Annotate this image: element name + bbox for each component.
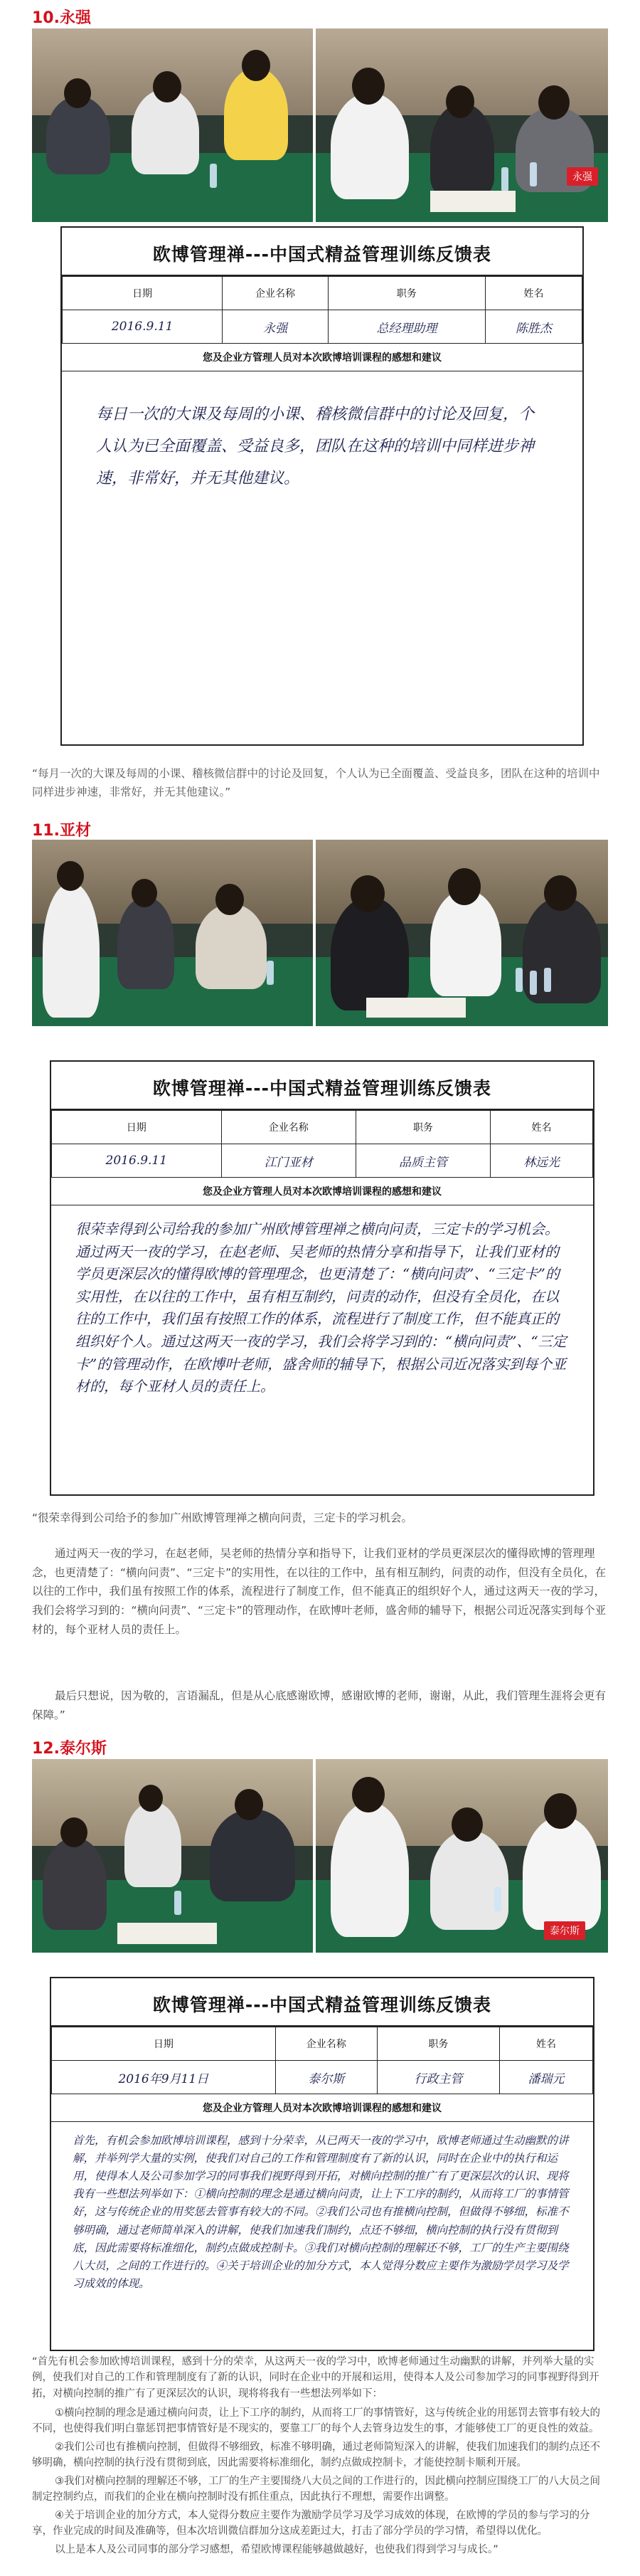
handwritten-feedback: 每日一次的大课及每周的小课、稽核微信群中的讨论及回复，个人认为已全面覆盖、受益良多，团队在这种的培训中同样进步神速，非常好，并无其他建议。 xyxy=(96,406,535,488)
position-value: 品质主管 xyxy=(356,1144,490,1178)
training-photo xyxy=(32,1759,608,1953)
feedback-paragraph: 最后只想说，因为敬的，言语漏乱，但是从心底感谢欧博，感谢欧博的老师，谢谢，从此，我们管理生涯将会更有保障。” xyxy=(32,1689,607,1721)
form-header-table xyxy=(51,2027,593,2094)
handwritten-feedback: 很荣幸得到公司给我的参加广州欧博管理禅之横向问责，三定卡的学习机会。通过两天一夜的学习，在赵老师、吴老师的热情分享和指导下，让我们亚材的学员更深层次的懂得欧博的管理理念，也更清楚了：“横向问责”、“三定卡”的实用性，在以往的工作中，虽有相互制约，问责的动作，但没有全员化，在以往的工作中，我们虽有按照工作的体系，流程进行了制度工作，但不能真正的组织好个人。通过这两天一夜的学习，我们会将学习到的：“横向问责”、“三定卡”的管理动作，在欧博叶老师，盛舍师的辅导下，根据公司近况落实到每个亚材的，每个亚材人员的责任上。 xyxy=(75,1220,567,1395)
form-subtitle: 您及企业方管理人员对本次欧博培训课程的感想和建议 xyxy=(51,1178,593,1205)
name-value: 潘瑞元 xyxy=(499,2061,592,2094)
section-title: 12.泰尔斯 xyxy=(32,1740,107,1758)
name-card: 泰尔斯 xyxy=(544,1921,585,1940)
company-header: 企业名称 xyxy=(221,1111,356,1144)
name-value: 林远光 xyxy=(491,1144,593,1178)
company-value: 江门亚材 xyxy=(221,1144,356,1178)
company-value: 泰尔斯 xyxy=(275,2061,377,2094)
feedback-paragraph: 通过两天一夜的学习，在赵老师，吴老师的热情分享和指导下，让我们亚材的学员更深层次的懂得欧博的管理理念，也更清楚了：“横向问责”、“三定卡”的实用性，在以往的工作中，虽有相互制约，问责的动作，但没有全员化，在以往的工作中，我们虽有按照工作的体系，流程进行了制度工作，但不能真正的组织好个人，通过这两天一夜的学习，我们会将学习到的：“横向问责”、“三定卡”的管理动作，在欧博叶老师，盛舍师的辅导下，根据公司近况落实到每个亚材的，每个亚材人员的责任上。 xyxy=(32,1547,607,1636)
handwritten-feedback: 首先，有机会参加欧博培训课程，感到十分荣幸，从已两天一夜的学习中，欧博老师通过生动幽默的讲解，并举列学大量的实例，使我们对自己的工作和管理制度有了新的认识，同时在企业中的执行和运用，使得本人及公司参加学习的同事我们视野得到开拓，对横向控制的推广有了更深层次的认识、现将我有一些想法列举如下：①横向控制的理念是通过横向问责，让上下工序的制约，从而将工厂的事情管好，这与传统企业的用奖惩去管事有较大的不同。②我们公司也有推横向控制，但做得不够细，标准不够明确，通过老师简单深入的讲解，使我们加速我们制约，点还不够细，横向控制的执行没有贯彻到底，因此需要将标准细化，制约点做成控制卡。③我们对横向控制的理解还不够，工厂的生产主要围绕八大员，之间的工作进行的。④关于培训企业的加分方式，本人觉得分数应主要作为激励学员学习及学习成效的体现。 xyxy=(73,2134,569,2290)
feedback-paragraph: ①横向控制的理念是通过横向问责，让上下工序的制约，从而将工厂的事情管好，这与传统企业的用惩罚去管事有较大的不同，也使得我们明白靠惩罚把事情管好是不现实的，要靠工厂的每个人去管身边发生的事，才能够使工厂的更良性的效益。 xyxy=(32,2407,600,2435)
section-title: 10.永强 xyxy=(32,9,91,27)
date-header: 日期 xyxy=(52,1111,222,1144)
form-title: 欧博管理禅---中国式精益管理训练反馈表 xyxy=(51,1062,593,1110)
form-header-table xyxy=(51,1110,593,1178)
date-header: 日期 xyxy=(52,2027,276,2061)
position-header: 职务 xyxy=(356,1111,490,1144)
feedback-paragraph: “首先有机会参加欧博培训课程，感到十分的荣幸，从这两天一夜的学习中，欧博老师通过生动幽默的讲解，并列举大量的实例，使我们对自己的工作和管理制度有了新的认识，同时在企业中的开展和运用，使得本人及公司参加学习的同事视野得到开拓，对横向控制的推广有了更深层次的认识，现将将我有一些想法列举如下： xyxy=(32,2356,599,2400)
name-header: 姓名 xyxy=(499,2027,592,2061)
name-header: 姓名 xyxy=(491,1111,593,1144)
form-subtitle: 您及企业方管理人员对本次欧博培训课程的感想和建议 xyxy=(62,344,582,371)
feedback-form xyxy=(50,1060,594,1496)
company-header: 企业名称 xyxy=(275,2027,377,2061)
feedback-form xyxy=(60,226,584,746)
feedback-paragraph: ②我们公司也有推横向控制，但做得不够细致，标准不够明确，通过老师简短深入的讲解，使我们加速我们的制约点还不够明确，横向控制的执行没有贯彻到底，因此需要将标准细化，制约点做成控制卡，才能使控制卡顺利开展。 xyxy=(32,2442,600,2469)
feedback-paragraph: ④关于培训企业的加分方式，本人觉得分数应主要作为激励学员学习及学习成效的体现，在欧博的学员的参与学习的分享，作业完成的时间及准确等，但本次培训微信群加分这成差距过大，打击了部分学员的学习情，希望得以优化。 xyxy=(32,2510,590,2538)
training-photo xyxy=(32,28,608,222)
date-header: 日期 xyxy=(63,277,223,310)
name-header: 姓名 xyxy=(486,277,582,310)
position-value: 总经理助理 xyxy=(328,310,485,344)
position-header: 职务 xyxy=(377,2027,499,2061)
date-value: 2016.9.11 xyxy=(63,310,223,344)
position-header: 职务 xyxy=(328,277,485,310)
feedback-paragraph: “很荣幸得到公司给予的参加广州欧博管理禅之横向问责，三定卡的学习机会。 xyxy=(32,1511,413,1524)
section-title: 11.亚材 xyxy=(32,822,91,840)
name-value: 陈胜杰 xyxy=(486,310,582,344)
training-photo xyxy=(32,840,608,1026)
name-card: 永强 xyxy=(567,167,598,186)
feedback-paragraph: ③我们对横向控制的理解还不够，工厂的生产主要围绕八大员之间的工作进行的，因此横向控制应围绕工厂的八大员之间制定控制约点，而我们的企业在横向控制时没有抓住重点，因此执行不理想，需要作出调整。 xyxy=(32,2476,600,2503)
form-subtitle: 您及企业方管理人员对本次欧博培训课程的感想和建议 xyxy=(51,2094,593,2122)
date-value: 2016.9.11 xyxy=(52,1144,222,1178)
feedback-form xyxy=(50,1977,594,2351)
company-value: 永强 xyxy=(223,310,328,344)
position-value: 行政主管 xyxy=(377,2061,499,2094)
date-value: 2016年9月11日 xyxy=(52,2061,276,2094)
form-title: 欧博管理禅---中国式精益管理训练反馈表 xyxy=(62,228,582,276)
feedback-quote: “每月一次的大课及每周的小课、稽核微信群中的讨论及回复，个人认为已全面覆盖、受益良多，团队在这种的培训中同样进步神速，非常好，并无其他建议。” xyxy=(32,767,600,798)
feedback-paragraph: 以上是本人及公司同事的部分学习感想，希望欧博课程能够越做越好，也使我们得到学习与成长。” xyxy=(55,2544,498,2555)
form-title: 欧博管理禅---中国式精益管理训练反馈表 xyxy=(51,1978,593,2027)
company-header: 企业名称 xyxy=(223,277,328,310)
form-header-table xyxy=(62,276,582,344)
